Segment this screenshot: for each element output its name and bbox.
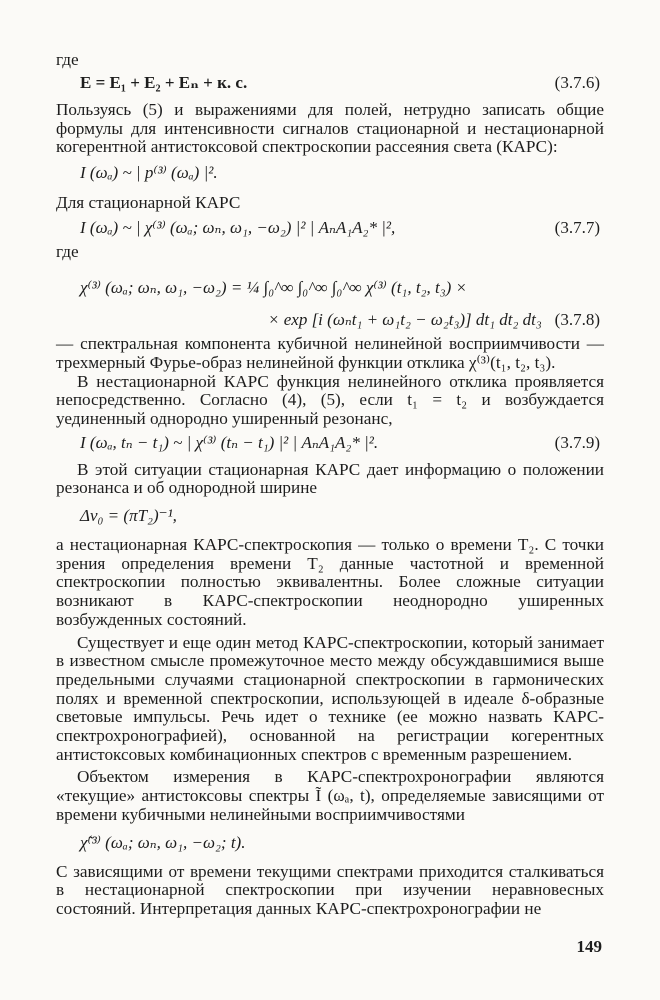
equation-3-7-7 bbox=[56, 218, 604, 238]
equation-3-7-9 bbox=[56, 433, 604, 453]
paragraph-current-spectra: Объектом измерения в КАРС-спектрохронографии являются «текущие» антистоксовы спектры Ĩ (ωₐ, t), определяемые зависящими от времени кубичными нелинейными восприимчивостями bbox=[56, 767, 604, 824]
paragraph-stationary-info: В этой ситуации стационарная КАРС дает информацию о положении резонанса и об однородной ширине bbox=[56, 459, 604, 498]
equation-number: (3.7.9) bbox=[554, 432, 600, 452]
equation-time-dependent-susceptibility bbox=[56, 833, 604, 853]
equation-expression: I (ωₐ) ~ | p⁽³⁾ (ωₐ) |². bbox=[80, 163, 218, 183]
equation-number: (3.7.7) bbox=[554, 218, 600, 238]
equation-expression: χ̃⁽³⁾ (ωₐ; ωₙ, ω₁, −ω₂; t). bbox=[80, 832, 246, 852]
label-gde-2: где bbox=[56, 242, 79, 262]
paragraph-spectral-component: — спектральная компонента кубичной нелинейной восприимчивости — трехмерный Фурье-образ нелинейной функции отклика χ⁽³⁾(t₁, t₂, t₃). bbox=[56, 334, 604, 372]
equation-expression: I (ωₐ) ~ | χ⁽³⁾ (ωₐ; ωₙ, ω₁, −ω₂) |² | AₙA₁A₂* |², bbox=[80, 218, 396, 238]
paragraph-nonequilibrium: С зависящими от времени текущими спектрами приходится сталкиваться в нестационарной спектроскопии при изучении неравновесных состояний. Интерпретация данных КАРС-спектрохронографии не bbox=[56, 861, 604, 918]
equation-3-7-8 bbox=[56, 305, 604, 335]
equation-3-7-8-line-1 bbox=[56, 271, 604, 305]
page-number: 149 bbox=[576, 937, 602, 956]
equation-number: (3.7.6) bbox=[554, 73, 600, 92]
equation-expression: χ⁽³⁾ (ωₐ; ωₙ, ω₁, −ω₂) = ¼ ∫₀^∞ ∫₀^∞ ∫₀^∞ χ⁽³⁾ (t₁, t₂, t₃) × bbox=[80, 278, 467, 298]
equation-expression: Δν₀ = (πT₂)⁻¹, bbox=[80, 506, 177, 526]
label-stationary-cars: Для стационарной КАРС bbox=[56, 193, 241, 213]
equation-expression: I (ωₐ, tₙ − t₁) ~ | χ⁽³⁾ (tₙ − t₁) |² | AₙA₁A₂* |². bbox=[80, 432, 379, 452]
equation-expression: E = E₁ + E₂ + Eₙ + к. с. bbox=[80, 73, 248, 92]
equation-3-7-6 bbox=[56, 73, 604, 93]
equation-expression: × exp [i (ωₙt₁ + ω₁t₂ − ω₂t₃)] dt₁ dt₂ dt₃ bbox=[268, 310, 542, 330]
paragraph-time-t2: а нестационарная КАРС-спектроскопия — только о времени T₂. С точки зрения определения времени T₂ данные частотной и временной спектроскопии полностью эквивалентны. Более сложные ситуации возникают в КАРС-спектроскопии неоднородно уширенных возбужденных состояний. bbox=[56, 535, 604, 629]
equation-number: (3.7.8) bbox=[554, 310, 600, 330]
paragraph-nonstationary-response: В нестационарной КАРС функция нелинейного отклика проявляется непосредственно. Согласно (4), (5), если t₁ = t₂ и возбуждается уединенный однородно уширенный резонанс, bbox=[56, 371, 604, 428]
equation-intensity bbox=[56, 163, 604, 183]
label-gde-1: где bbox=[56, 50, 79, 69]
equation-linewidth bbox=[56, 506, 604, 526]
paragraph-general-formulas: Пользуясь (5) и выражениями для полей, нетрудно записать общие формулы для интенсивности сигналов стационарной и нестационарной когерентной антистоксовой спектроскопии рассеяния света (КАРС): bbox=[56, 100, 604, 157]
paragraph-spectrochronography-method: Существует и еще один метод КАРС-спектроскопии, который занимает в известном смысле промежуточное место между обсуждавшимися выше предельными случаями стационарной спектроскопии в гармонических полях и временной спектроскопии, использующей в идеале δ-образные световые импульсы. Речь идет о технике (ее можно назвать КАРС-спектрохронографией), основанной на регистрации когерентных антистоксовых комбинационных спектров с временным разрешением. bbox=[56, 632, 604, 764]
